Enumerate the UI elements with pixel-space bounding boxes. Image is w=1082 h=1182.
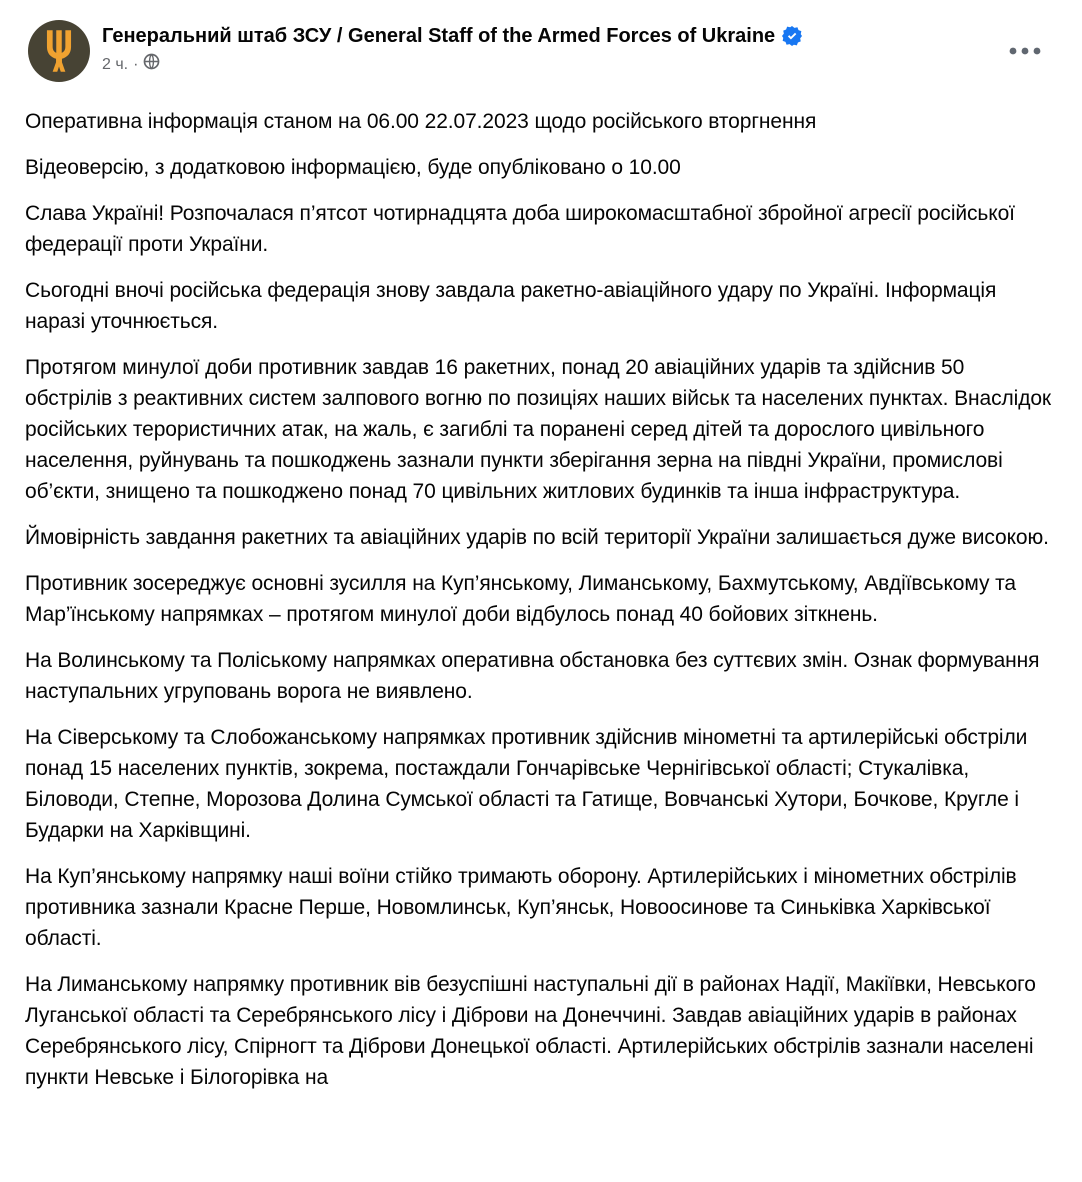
post-meta xyxy=(102,53,995,76)
post-paragraph: Противник зосереджує основні зусилля на Куп’янському, Лиманському, Бахмутському, Авдіївському та Мар’їнському напрямках – протягом минулої доби відбулось понад 40 бойових зіткнень. xyxy=(25,572,1016,626)
avatar[interactable] xyxy=(28,20,90,82)
header-info xyxy=(102,20,995,76)
post-body xyxy=(0,106,1082,1093)
post-paragraph: Відеоверсію, з додатковою інформацією, буде опубліковано о 10.00 xyxy=(25,156,681,179)
post-paragraph: На Волинському та Поліському напрямках оперативна обстановка без суттєвих змін. Ознак формування наступальних угруповань ворога не виявлено. xyxy=(25,649,1040,703)
post-paragraph: На Куп’янському напрямку наші воїни стійко тримають оборону. Артилерійських і мінометних обстрілів противника зазнали Красне Перше, Новомлинськ, Куп’янськ, Новоосинове та Синьківка Харківської області. xyxy=(25,865,1017,950)
name-row xyxy=(102,23,995,49)
meta-separator: · xyxy=(133,55,139,73)
post-paragraph: На Лиманському напрямку противник вів безуспішні наступальні дії в районах Надії, Макіївки, Невського Луганської області та Серебрянського лісу і Діброви на Донеччині. Завдав авіаційних ударів в районах Серебрянського лісу, Спірногт та Діброви Донецької області. Артилерійських обстрілів зазнали населені пункти Невське і Білогорівка на xyxy=(25,973,1036,1089)
verified-badge-icon xyxy=(782,26,802,46)
post-paragraph: Ймовірність завдання ракетних та авіаційних ударів по всій території України залишається дуже високою. xyxy=(25,526,1049,549)
post-paragraph: Слава Україні! Розпочалася п’ятсот чотирнадцята доба широкомасштабної збройної агресії російської федерації проти України. xyxy=(25,202,1015,256)
globe-public-icon xyxy=(143,53,160,76)
post-paragraph: На Сіверському та Слобожанському напрямках противник здійснив мінометні та артилерійські обстріли понад 15 населених пунктів, зокрема, постаждали Гончарівське Чернігівської області; Стукалівка, Біловоди, Степне, Морозова Долина Сумської області та Гатище, Вовчанські Хутори, Бочкове, Кругле і Бударки на Харківщині. xyxy=(25,726,1028,842)
post-paragraph: Оперативна інформація станом на 06.00 22.07.2023 щодо російського вторгнення xyxy=(25,110,817,133)
timestamp[interactable]: 2 ч. xyxy=(102,55,129,73)
page-name-link[interactable]: Генеральний штаб ЗСУ / General Staff of the Armed Forces of Ukraine xyxy=(102,25,776,47)
post-header xyxy=(0,0,1082,82)
post-options-button[interactable] xyxy=(995,28,1055,74)
post-paragraph: Сьогодні вночі російська федерація знову завдала ракетно-авіаційного удару по Україні. Інформація наразі уточнюється. xyxy=(25,279,997,333)
three-dots-menu-icon xyxy=(1009,42,1041,60)
post-paragraph: Протягом минулої доби противник завдав 16 ракетних, понад 20 авіаційних ударів та здійснив 50 обстрілів з реактивних систем залпового вогню по позиціях наших військ та населених пунктах. Внаслідок російських терористичних атак, на жаль, є загиблі та поранені серед дітей та дорослого цивільного населення, руйнувань та пошкоджень зазнали пункти зберігання зерна на півдні України, промислові об’єкти, знищено та пошкоджено понад 70 цивільних житлових будинків та інша інфраструктура. xyxy=(25,356,1052,503)
trident-emblem-icon xyxy=(42,28,76,74)
